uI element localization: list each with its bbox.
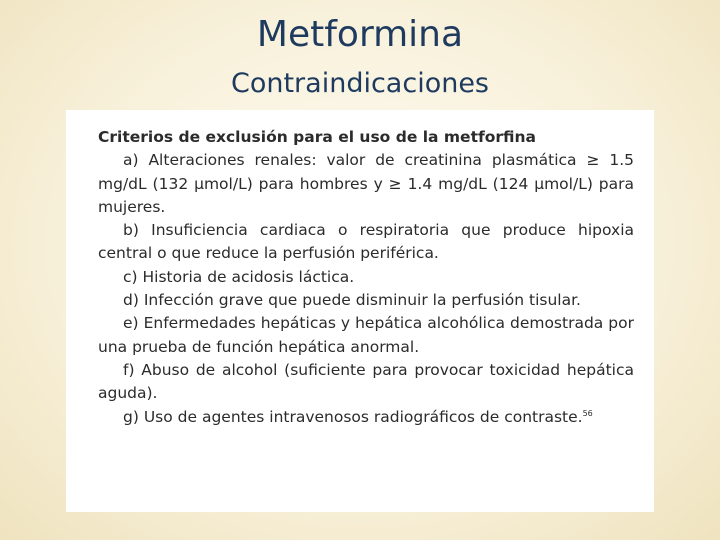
criterion-b: [98, 219, 634, 266]
excerpt-text: [98, 126, 634, 429]
criterion-a-text: a) Alteraciones renales: valor de creatinina plasmática ≥ 1.5 mg/dL (132 μmol/L) para hombres y ≥ 1.4 mg/dL (124 μmol/L) para mujeres.: [98, 151, 634, 216]
criterion-f: [98, 359, 634, 406]
criterion-a: [98, 149, 634, 219]
reference-superscript: 56: [582, 408, 593, 418]
criterion-e: [98, 312, 634, 359]
excerpt-image: [66, 110, 654, 512]
slide-title: Metformina: [256, 14, 464, 55]
criterion-c-text: c) Historia de acidosis láctica.: [123, 267, 355, 286]
criterion-e-text: e) Enfermedades hepáticas y hepática alcohólica demostrada por una prueba de función hepática anormal.: [98, 314, 634, 356]
slide-subtitle: Contraindicaciones: [230, 68, 490, 99]
criterion-f-text: f) Abuso de alcohol (suficiente para provocar toxicidad hepática aguda).: [98, 360, 634, 403]
criterion-d-text: d) Infección grave que puede disminuir la perfusión tisular.: [123, 291, 581, 310]
criterion-d: [98, 289, 634, 312]
criterion-g-text: g) Uso de agentes intravenosos radiográficos de contraste.: [123, 407, 583, 426]
criterion-g: [98, 406, 634, 429]
criterion-b-text: b) Insuficiencia cardiaca o respiratoria que produce hipoxia central o que reduce la perfusión periférica.: [98, 221, 634, 263]
excerpt-heading: Criterios de exclusión para el uso de la metforfina: [98, 128, 536, 146]
criterion-c: [98, 266, 634, 289]
